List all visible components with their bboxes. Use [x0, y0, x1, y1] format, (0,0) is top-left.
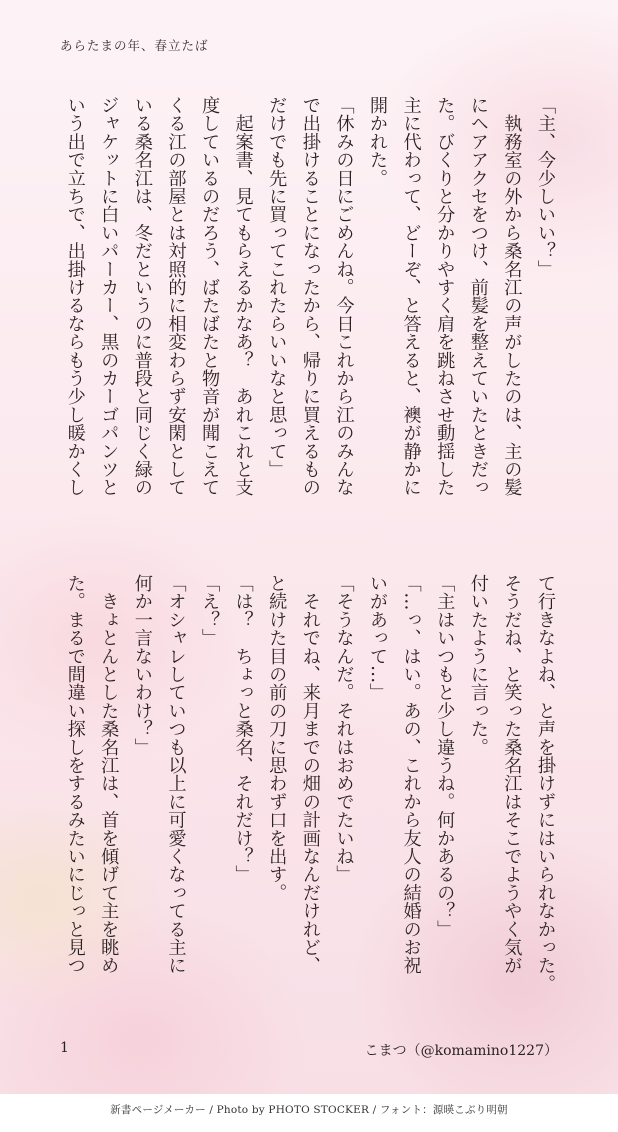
page-number: 1 [60, 1040, 69, 1056]
text-column: て行きなよね、と声を掛けずにはいられなかった。 [535, 574, 556, 993]
text-column: た。まるで間違い探しをするみたいにじっと見つ [64, 574, 86, 975]
text-column: 「オシャレしていつも以上に可愛くなってる主に [165, 574, 187, 975]
text-column: だけでも先に買ってこれたらいいなと思って」 [266, 96, 288, 479]
footer-credit: 新書ページメーカー / Photo by PHOTO STOCKER / フォント：源暎こぶり明朝 [110, 1104, 508, 1116]
text-column: 「え？」 [199, 574, 221, 647]
text-column: と続けた目の前の刀に思わず口を出す。 [266, 574, 288, 902]
text-column: いがあって…」 [367, 574, 389, 702]
text-column: 執務室の外から桑名江の声がしたのは、主の髪 [501, 96, 523, 497]
text-column: いる桑名江は、冬だというのに普段と同じく緑の [131, 96, 153, 497]
text-column: 何か一言ないわけ？」 [131, 574, 153, 756]
text-column: それでね、来月までの畑の計画なんだけれど、 [299, 574, 321, 975]
text-column: で出掛けることになったから、帰りに買えるもの [299, 96, 321, 497]
text-column: 「は？ ちょっと桑名、それだけ？」 [232, 574, 254, 884]
text-column: 起案書、見てもらえるかなあ？ あれこれと支 [232, 96, 254, 497]
text-column: 「主、今少しいい？」 [535, 96, 556, 278]
text-column: 「そうなんだ。それはおめでたいね」 [333, 574, 355, 884]
text-column: ジャケットに白いパーカー、黒のカーゴパンツと [98, 96, 120, 497]
text-column: 主に代わって、どーぞ、と答えると、襖が静かに [400, 96, 422, 497]
text-column: 度しているのだろう、ばたばたと物音が聞こえて [199, 96, 221, 497]
text-block-top [58, 96, 562, 526]
author-credit: こまつ（@komamino1227） [364, 1043, 558, 1059]
text-block-bottom [58, 574, 562, 1004]
text-column: 「…っ、はい。あの、これから友人の結婚のお祝 [400, 574, 422, 975]
text-column: にヘアアクセをつけ、前髪を整えていたときだっ [467, 96, 489, 497]
page-title: あらたまの年、春立たば [60, 38, 209, 53]
text-column: 開かれた。 [367, 96, 389, 187]
text-column: くる江の部屋とは対照的に相変わらず安閑として [165, 96, 187, 497]
text-column: そうだね、と笑った桑名江はそこでようやく気が [501, 574, 523, 975]
text-column: 「休みの日にごめんね。今日これから江のみんな [333, 96, 355, 497]
text-column: 付いたように言った。 [467, 574, 489, 756]
text-column: 「主はいつもと少し違うね。何かあるの？」 [434, 574, 456, 938]
text-column: いう出で立ちで、出掛けるならもう少し暖かくし [64, 96, 86, 497]
text-column: た。びくりと分かりやすく肩を跳ねさせ動揺した [434, 96, 456, 497]
text-column: きょとんとした桑名江は、首を傾げて主を眺め [98, 574, 120, 975]
